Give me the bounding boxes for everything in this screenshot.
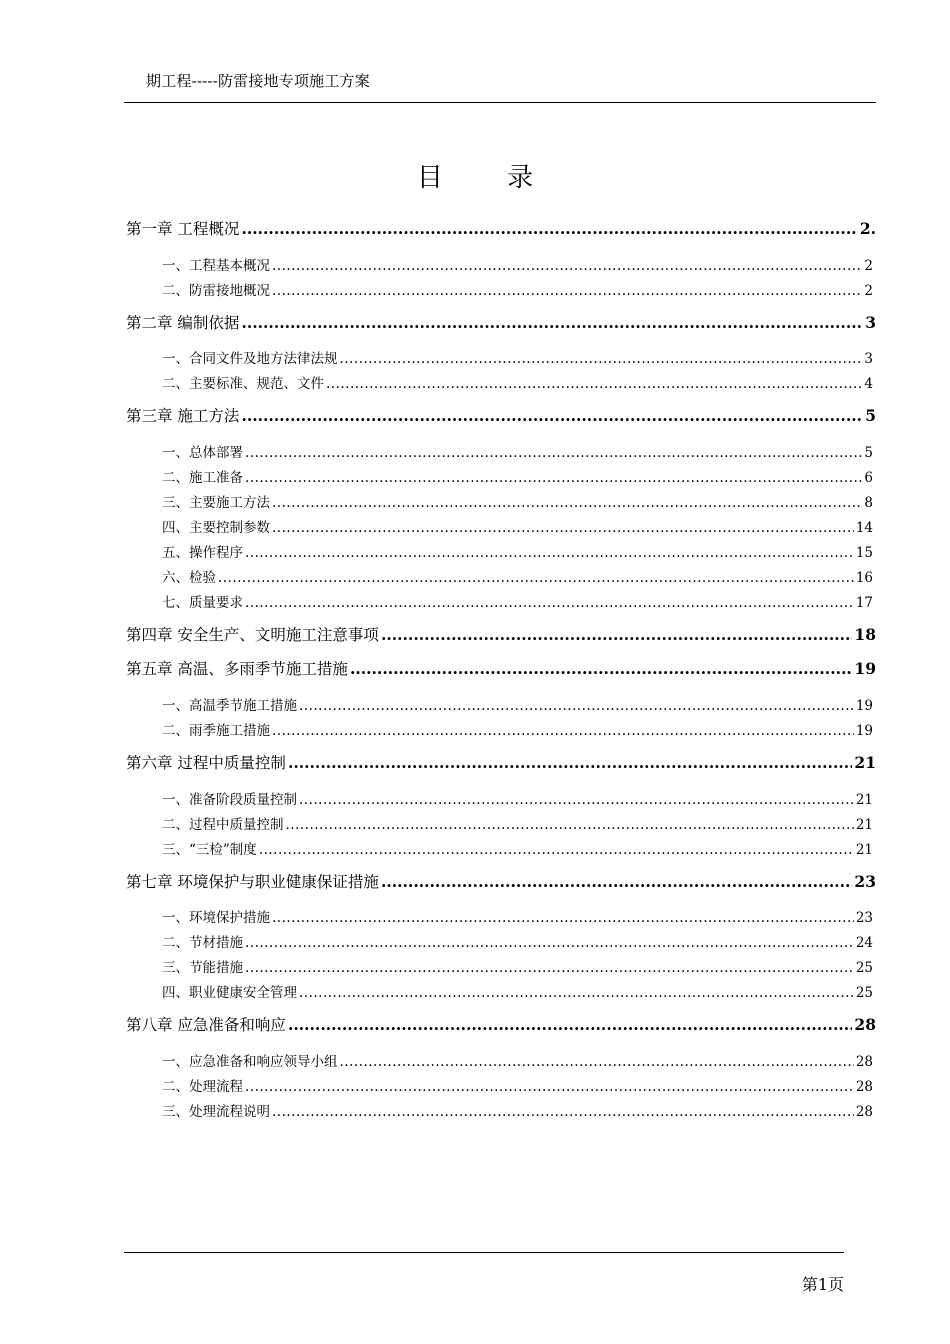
toc-leader-dots <box>272 520 854 536</box>
toc-chapter-entry[interactable] <box>126 1013 876 1035</box>
toc-entry-label: 二、施工准备 <box>162 470 243 486</box>
toc-entry-page: 5 <box>865 406 876 425</box>
toc-leader-dots <box>381 872 852 891</box>
toc-entry-label: 二、过程中质量控制 <box>162 817 284 833</box>
toc-entry-page: 21 <box>854 753 876 772</box>
toc-entry-label: 一、高温季节施工措施 <box>162 698 297 714</box>
toc-entry-page: 4 <box>864 376 873 392</box>
toc-entry-label: 一、环境保护措施 <box>162 910 270 926</box>
toc-leader-dots <box>326 376 862 392</box>
toc-section-entry[interactable] <box>162 541 873 561</box>
toc-entry-label: 七、质量要求 <box>162 595 243 611</box>
toc-entry-label: 第七章 环境保护与职业健康保证措施 <box>126 873 379 891</box>
toc-entry-page: 3 <box>864 351 873 367</box>
toc-leader-dots <box>259 842 854 858</box>
toc-entry-page: 28 <box>855 1079 873 1095</box>
toc-entry-page: 28 <box>855 1104 873 1120</box>
toc-entry-label: 第二章 编制依据 <box>126 314 240 332</box>
toc-leader-dots <box>272 495 862 511</box>
toc-title: 目 录 <box>416 163 562 193</box>
toc-section-entry[interactable] <box>162 813 873 833</box>
toc-leader-dots <box>340 351 863 367</box>
toc-entry-page: 15 <box>855 545 873 561</box>
header-title: 期工程-----防雷接地专项施工方案 <box>146 72 370 90</box>
toc-entry-label: 第五章 高温、多雨季节施工措施 <box>126 660 348 678</box>
toc-entry-page: 2 <box>864 258 873 274</box>
toc-chapter-entry[interactable] <box>126 623 876 645</box>
toc-leader-dots <box>288 753 852 772</box>
toc-entry-page: 5 <box>864 445 873 461</box>
toc-entry-label: 一、工程基本概况 <box>162 258 270 274</box>
toc-entry-label: 一、总体部署 <box>162 445 243 461</box>
toc-section-entry[interactable] <box>162 838 873 858</box>
toc-section-entry[interactable] <box>162 466 873 486</box>
toc-entry-label: 第三章 施工方法 <box>126 407 240 425</box>
toc-entry-label: 三、处理流程说明 <box>162 1104 270 1120</box>
toc-section-entry[interactable] <box>162 254 873 274</box>
toc-section-entry[interactable] <box>162 491 873 511</box>
toc-section-entry[interactable] <box>162 516 873 536</box>
toc-entry-label: 一、应急准备和响应领导小组 <box>162 1054 338 1070</box>
toc-entry-page: 14 <box>855 520 873 536</box>
toc-section-entry[interactable] <box>162 566 873 586</box>
toc-section-entry[interactable] <box>162 279 873 299</box>
toc-leader-dots <box>350 659 852 678</box>
toc-leader-dots <box>245 545 854 561</box>
toc-leader-dots <box>288 1015 852 1034</box>
toc-leader-dots <box>272 1104 854 1120</box>
toc-entry-label: 第八章 应急准备和响应 <box>126 1016 286 1034</box>
toc-entry-page: 28 <box>854 1015 876 1034</box>
toc-entry-page: 18 <box>854 625 876 644</box>
toc-chapter-entry[interactable] <box>126 657 876 679</box>
toc-entry-page: 21 <box>855 817 873 833</box>
toc-entry-label: 二、主要标准、规范、文件 <box>162 376 324 392</box>
toc-entry-label: 一、准备阶段质量控制 <box>162 792 297 808</box>
toc-entry-page: 6 <box>864 470 873 486</box>
toc-entry-label: 四、主要控制参数 <box>162 520 270 536</box>
toc-leader-dots <box>299 985 854 1001</box>
page-number: 第1页 <box>801 1275 844 1294</box>
toc-entry-page: 2 <box>864 283 873 299</box>
toc-leader-dots <box>299 792 854 808</box>
toc-entry-page: 23 <box>855 910 873 926</box>
toc-section-entry[interactable] <box>162 981 873 1001</box>
toc-section-entry[interactable] <box>162 372 873 392</box>
toc-leader-dots <box>272 723 854 739</box>
toc-leader-dots <box>241 313 863 332</box>
toc-leader-dots <box>245 935 854 951</box>
toc-entry-page: 21 <box>855 792 873 808</box>
toc-entry-label: 第四章 安全生产、文明施工注意事项 <box>126 626 379 644</box>
toc-leader-dots <box>272 910 854 926</box>
toc-leader-dots <box>272 283 862 299</box>
toc-leader-dots <box>286 817 854 833</box>
toc-entry-page: 19 <box>855 698 873 714</box>
toc-chapter-entry[interactable] <box>126 870 876 892</box>
toc-section-entry[interactable] <box>162 719 873 739</box>
toc-leader-dots <box>381 625 852 644</box>
toc-leader-dots <box>245 960 854 976</box>
toc-leader-dots <box>272 258 862 274</box>
toc-entry-label: 四、职业健康安全管理 <box>162 985 297 1001</box>
toc-entry-page: 19 <box>855 723 873 739</box>
toc-chapter-entry[interactable] <box>126 311 876 333</box>
toc-entry-page: 3 <box>865 313 876 332</box>
toc-entry-page: 25 <box>855 985 873 1001</box>
toc-section-entry[interactable] <box>162 1100 873 1120</box>
toc-leader-dots <box>245 445 862 461</box>
toc-entry-page: 25 <box>855 960 873 976</box>
toc-leader-dots <box>245 470 862 486</box>
toc-entry-label: 五、操作程序 <box>162 545 243 561</box>
toc-entry-label: 第六章 过程中质量控制 <box>126 754 286 772</box>
toc-entry-page: 19 <box>854 659 876 678</box>
footer-rule <box>124 1252 844 1253</box>
toc-leader-dots <box>241 406 863 425</box>
toc-leader-dots <box>245 1079 854 1095</box>
toc-leader-dots <box>299 698 854 714</box>
toc-section-entry[interactable] <box>162 956 873 976</box>
toc-entry-page: 2. <box>859 219 876 238</box>
toc-entry-page: 21 <box>855 842 873 858</box>
toc-chapter-entry[interactable] <box>126 404 876 426</box>
toc-entry-page: 16 <box>855 570 873 586</box>
toc-section-entry[interactable] <box>162 906 873 926</box>
toc-entry-page: 8 <box>864 495 873 511</box>
toc-entry-page: 23 <box>854 872 876 891</box>
toc-leader-dots <box>340 1054 854 1070</box>
toc-entry-label: 三、节能措施 <box>162 960 243 976</box>
toc-leader-dots <box>218 570 854 586</box>
toc-section-entry[interactable] <box>162 1050 873 1070</box>
toc-section-entry[interactable] <box>162 1075 873 1095</box>
toc-entry-label: 六、检验 <box>162 570 216 586</box>
toc-entry-label: 二、雨季施工措施 <box>162 723 270 739</box>
page-header <box>124 60 876 103</box>
toc-section-entry[interactable] <box>162 441 873 461</box>
toc-entry-page: 24 <box>855 935 873 951</box>
toc-leader-dots <box>245 595 854 611</box>
toc-section-entry[interactable] <box>162 694 873 714</box>
toc-entry-label: 二、节材措施 <box>162 935 243 951</box>
toc-entry-label: 第一章 工程概况 <box>126 220 240 238</box>
toc-entry-label: 三、“三检”制度 <box>162 842 257 858</box>
toc-section-entry[interactable] <box>162 788 873 808</box>
toc-leader-dots <box>241 219 857 238</box>
toc-chapter-entry[interactable] <box>126 217 876 239</box>
toc-section-entry[interactable] <box>162 931 873 951</box>
toc-section-entry[interactable] <box>162 347 873 367</box>
toc-entry-label: 一、合同文件及地方法律法规 <box>162 351 338 367</box>
toc-section-entry[interactable] <box>162 591 873 611</box>
toc-entry-label: 二、处理流程 <box>162 1079 243 1095</box>
toc-entry-page: 17 <box>855 595 873 611</box>
toc-entry-page: 28 <box>855 1054 873 1070</box>
toc-entry-label: 三、主要施工方法 <box>162 495 270 511</box>
toc-entry-label: 二、防雷接地概况 <box>162 283 270 299</box>
toc-chapter-entry[interactable] <box>126 751 876 773</box>
